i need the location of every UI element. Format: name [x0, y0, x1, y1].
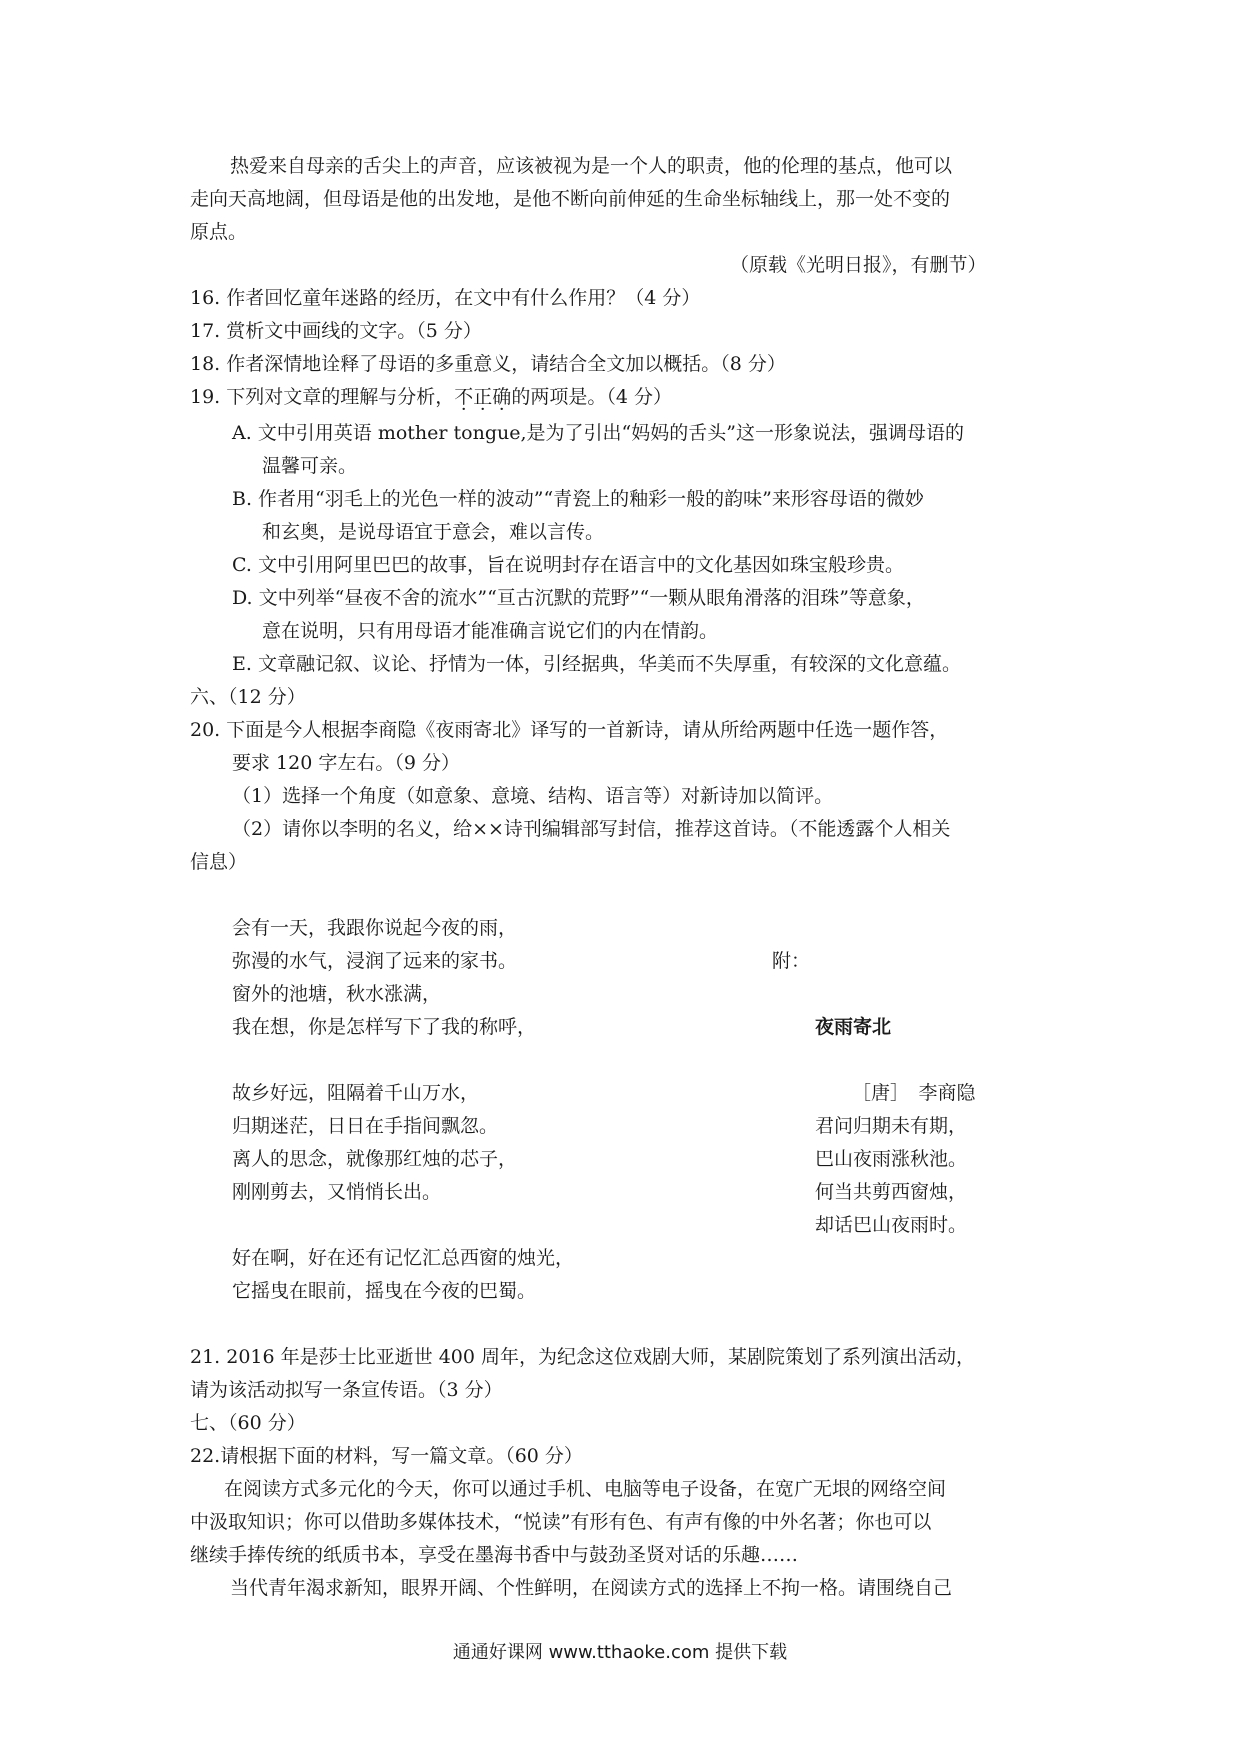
classical-poem-line: 巴山夜雨涨秋池。: [815, 1148, 968, 1170]
question-20-option-2: （2）请你以李明的名义，给××诗刊编辑部写封信，推荐这首诗。（不能透露个人相关: [232, 818, 951, 840]
emphasis-char: 确: [492, 386, 512, 408]
option-b-line-1: B. 作者用“羽毛上的光色一样的波动”“青瓷上的釉彩一般的韵味”来形容母语的微妙: [232, 488, 924, 510]
material-line-1: 在阅读方式多元化的今天，你可以通过手机、电脑等电子设备，在宽广无垠的网络空间: [224, 1478, 947, 1500]
poem-line: 故乡好远，阻隔着千山万水，: [232, 1082, 480, 1104]
poem-line: 弥漫的水气，浸润了远来的家书。: [232, 950, 518, 972]
question-16: 16. 作者回忆童年迷路的经历，在文中有什么作用？（4 分）: [190, 287, 701, 309]
emphasis-char: 不: [454, 386, 474, 408]
section-6-heading: 六、（12 分）: [190, 686, 306, 708]
option-d-line-1: D. 文中列举“昼夜不舍的流水”“亘古沉默的荒野”“一颗从眼角滑落的泪珠”等意象，: [232, 587, 925, 609]
question-19-prefix: 19. 下列对文章的理解与分析，: [190, 386, 455, 408]
option-a-line-1: A. 文中引用英语 mother tongue,是为了引出“妈妈的舌头”这一形象说法，强调母语的: [232, 422, 964, 444]
footer-download-note: 通通好课网 www.tthaoke.com 提供下载: [452, 1642, 788, 1663]
option-c: C. 文中引用阿里巴巴的故事，旨在说明封存在语言中的文化基因如珠宝般珍贵。: [232, 554, 904, 576]
classical-poem-line: 何当共剪西窗烛，: [815, 1181, 968, 1203]
classical-poem-title: 夜雨寄北: [815, 1016, 892, 1038]
poem-line: 好在啊，好在还有记忆汇总西窗的烛光，: [232, 1247, 575, 1269]
question-20-line-2: 要求 120 字左右。（9 分）: [232, 752, 460, 774]
poem-line: 刚刚剪去，又悄悄长出。: [232, 1181, 442, 1203]
material-line-4: 当代青年渴求新知，眼界开阔、个性鲜明，在阅读方式的选择上不拘一格。请围绕自己: [230, 1577, 953, 1599]
emphasis-char: 正: [473, 386, 493, 408]
question-19-suffix: 的两项是。（4 分）: [511, 386, 672, 408]
classical-poem-line: 君问归期未有期，: [815, 1115, 968, 1137]
poem-line: 我在想，你是怎样写下了我的称呼，: [232, 1016, 537, 1038]
question-22: 22.请根据下面的材料，写一篇文章。（60 分）: [190, 1445, 583, 1467]
appendix-label: 附：: [772, 950, 811, 972]
material-line-3: 继续手捧传统的纸质书本，享受在墨海书香中与鼓劲圣贤对话的乐趣……: [190, 1544, 799, 1566]
question-17: 17. 赏析文中画线的文字。（5 分）: [190, 320, 482, 342]
material-line-2: 中汲取知识；你可以借助多媒体技术，“悦读”有形有色、有声有像的中外名著；你也可以: [190, 1511, 932, 1533]
poem-line: 窗外的池塘，秋水涨满，: [232, 983, 442, 1005]
question-18: 18. 作者深情地诠释了母语的多重意义，请结合全文加以概括。（8 分）: [190, 353, 786, 375]
poem-line: 离人的思念，就像那红烛的芯子，: [232, 1148, 518, 1170]
question-20-option-1: （1）选择一个角度（如意象、意境、结构、语言等）对新诗加以简评。: [232, 785, 834, 807]
poem-line: 归期迷茫，日日在手指间飘忽。: [232, 1115, 499, 1137]
question-19: [190, 384, 672, 410]
option-a-line-2: 温馨可亲。: [262, 455, 358, 477]
question-20-line-1: 20. 下面是今人根据李商隐《夜雨寄北》译写的一首新诗，请从所给两题中任选一题作答，: [190, 719, 949, 741]
intro-line-2: 走向天高地阔，但母语是他的出发地，是他不断向前伸延的生命坐标轴线上，那一处不变的: [190, 188, 951, 210]
intro-line-1: 热爱来自母亲的舌尖上的声音，应该被视为是一个人的职责，他的伦理的基点，他可以: [230, 155, 953, 177]
classical-poem-line: 却话巴山夜雨时。: [815, 1214, 968, 1236]
poem-line: 它摇曳在眼前，摇曳在今夜的巴蜀。: [232, 1280, 537, 1302]
poem-line: 会有一天，我跟你说起今夜的雨，: [232, 917, 518, 939]
question-20-option-2-cont: 信息）: [190, 851, 248, 873]
intro-line-3: 原点。: [190, 221, 248, 243]
option-d-line-2: 意在说明，只有用母语才能准确言说它们的内在情韵。: [262, 620, 719, 642]
option-b-line-2: 和玄奥，是说母语宜于意会，难以言传。: [262, 521, 605, 543]
section-7-heading: 七、（60 分）: [190, 1412, 306, 1434]
source-note: （原载《光明日报》，有删节）: [730, 254, 987, 276]
option-e: E. 文章融记叙、议论、抒情为一体，引经据典，华美而不失厚重，有较深的文化意蕴。: [232, 653, 961, 675]
question-21-line-1: 21. 2016 年是莎士比亚逝世 400 周年，为纪念这位戏剧大师，某剧院策划了系列演出活动，: [190, 1346, 975, 1368]
question-21-line-2: 请为该活动拟写一条宣传语。（3 分）: [190, 1379, 503, 1401]
classical-poem-author: ［唐］ 李商隐: [852, 1082, 976, 1104]
